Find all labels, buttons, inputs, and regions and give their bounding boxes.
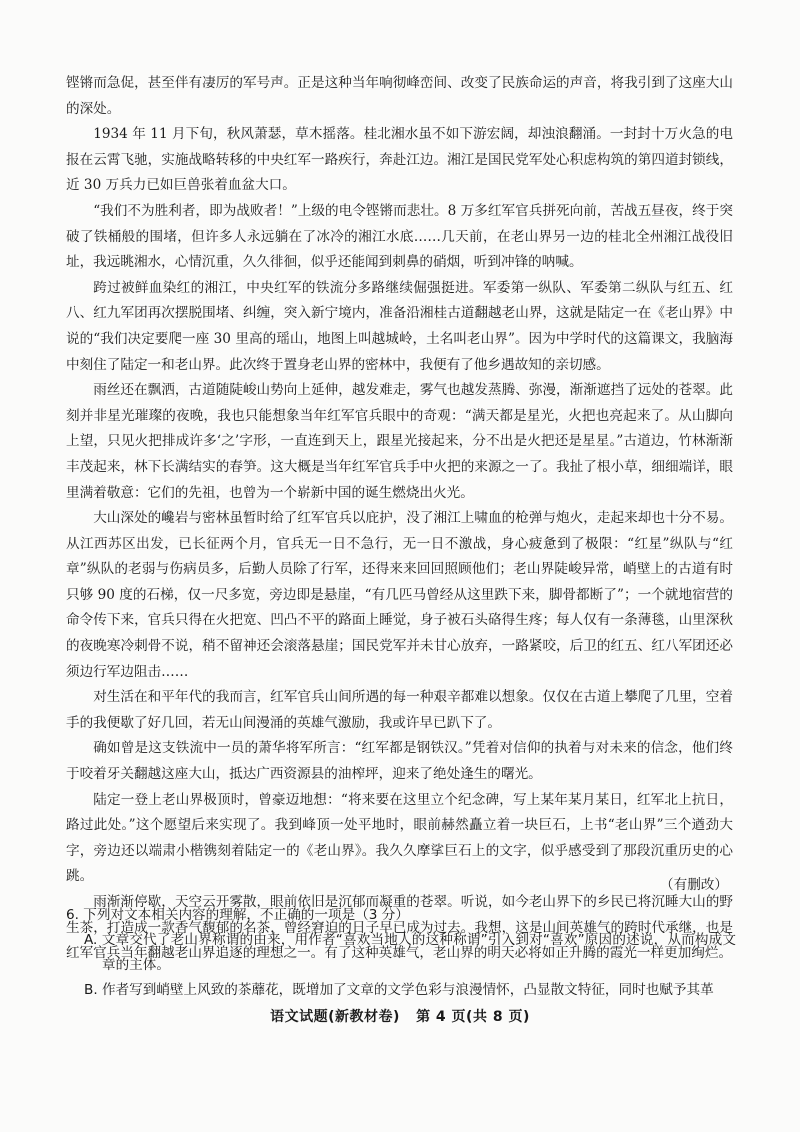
essay-paragraph: 雨渐渐停歇，天空云开雾散，眼前依旧是沉郁而凝重的苍翠。听说，如今老山界下的乡民已将沉睡大山的野生茶，打造成一款香气馥郁的名茶，曾经窘迫的日子早已成为过去。我想，这是山间英雄气的跨时代承继，也是红军官兵当年翻越老山界追逐的理想之一。有了这种英雄气，老山界的明天必将如正升腾的霞光一样更加绚烂。 <box>66 894 733 962</box>
question-option-a: A. 文章交代了老山界称谓的由来，用作者“喜欢当地人的这种称谓”引入到对“喜欢”原因的述说，从而构成文章的主体。 <box>84 932 736 973</box>
essay-paragraph: “我们不为胜利者，即为战败者！”上级的电令铿锵而悲壮。8 万多红军官兵拼死向前，苦战五昼夜，终于突破了铁桶般的围堵，但许多人永远躺在了冰冷的湘江水底……几天前，在老山界另一边的桂北全州湘江战役旧址，我远眺湘水，心情沉重，久久徘徊，似乎还能闻到刺鼻的硝烟，听到冲锋的呐喊。 <box>66 202 733 271</box>
essay-body <box>66 71 733 967</box>
exam-title: 语文试题(新教材卷) <box>270 1009 400 1025</box>
essay-paragraph: 确如曾是这支铁流中一员的萧华将军所言：“红军都是钢铁汉。”凭着对信仰的执着与对未来的信念，他们终于咬着牙关翻越这座大山，抵达广西资源县的油榨坪，迎来了绝处逢生的曙光。 <box>66 740 733 783</box>
source-note: （有删改） <box>660 877 728 893</box>
question-stem: 6. 下列对文本相关内容的理解，不正确的一项是（3 分） <box>66 907 409 923</box>
essay-paragraph: 雨丝还在飘洒，古道随陡峻山势向上延伸，越发难走，雾气也越发蒸腾、弥漫，渐渐遮挡了远处的苍翠。此刻并非星光璀璨的夜晚，我也只能想象当年红军官兵眼中的奇观：“满天都是星光，火把也亮起来了。从山脚向上望，只见火把排成许多‘之’字形，一直连到天上，跟星光接起来，分不出是火把还是星星。”古道边，竹林渐渐丰茂起来，林下长满结实的春笋。这大概是当年红军官兵手中火把的来源之一了。我扯了根小草，细细端详，眼里满着敬意：它们的先祖，也曾为一个崭新中国的诞生燃烧出火光。 <box>66 382 733 501</box>
essay-paragraph: 跨过被鲜血染红的湘江，中央红军的铁流分多路继续倔强挺进。军委第一纵队、军委第二纵队与红五、红八、红九军团再次摆脱围堵、纠缠，突入新宁境内，准备沿湘桂古道翻越老山界，这就是陆定一在《老山界》中说的“我们决定要爬一座 30 里高的瑶山，地图上叫越城岭，土名叫老山界”。因为中学时代的这篇课文，我脑海中刻住了陆定一和老山界。此次终于置身老山界的密林中，我便有了他乡遇故知的亲切感。 <box>66 279 733 373</box>
page-number: 第 4 页(共 8 页) <box>416 1009 530 1025</box>
essay-paragraph: 1934 年 11 月下旬，秋风萧瑟，草木摇落。桂北湘水虽不如下游宏阔，却浊浪翻涌。一封封十万火急的电报在云霄飞驰，实施战略转移的中央红军一路疾行，奔赴江边。湘江是国民党军处心积虑构筑的第四道封锁线，近 30 万兵力已如巨兽张着血盆大口。 <box>66 126 733 194</box>
essay-paragraph: 对生活在和平年代的我而言，红军官兵山间所遇的每一种艰辛都难以想象。仅仅在古道上攀爬了几里，空着手的我便歇了好几回，若无山间漫涌的英雄气激励，我或许早已趴下了。 <box>66 689 733 731</box>
question-6 <box>66 903 736 1003</box>
essay-paragraph: 大山深处的巉岩与密林虽暂时给了红军官兵以庇护，没了湘江上啸血的枪弹与炮火，走起来却也十分不易。从江西苏区出发，已长征两个月，官兵无一日不急行，无一日不激战，身心疲惫到了极限：“红星”纵队与“红章”纵队的老弱与伤病员多，后勤人员除了行军，还得来来回回照顾他们；老山界陡峻异常，峭壁上的古道有时只够 90 度的石梯，仅一尺多宽，旁边即是悬崖，“有几匹马曾经从这里跌下来，脚骨都断了”；一个就地宿营的命令传下来，官兵只得在火把宽、凹凸不平的路面上睡觉，身子被石头硌得生疼；每人仅有一条薄毯，山里深秋的夜晚寒冷刺骨不说，稍不留神还会滚落悬崖；国民党军并未甘心放弃，一路紧咬，后卫的红五、红八军团还必须边行军边阻击…… <box>66 510 733 680</box>
essay-paragraph: 铿锵而急促，甚至伴有凄厉的军号声。正是这种当年响彻峰峦间、改变了民族命运的声音，将我引到了这座大山的深处。 <box>66 75 733 117</box>
page-footer <box>0 1006 800 1026</box>
essay-paragraph: 陆定一登上老山界极顶时，曾豪迈地想：“将来要在这里立个纪念碑，写上某年某月某日，红军北上抗日，路过此处。”这个愿望后来实现了。我到峰顶一处平地时，眼前赫然矗立着一块巨石，上书“老山界”三个遒劲大字，旁边还以端肃小楷镌刻着陆定一的《老山界》。我久久摩挲巨石上的文字，似乎感受到了那段沉重历史的心跳。 <box>66 791 733 885</box>
question-option-b: B. 作者写到峭壁上风致的茶蘼花，既增加了文章的文学色彩与浪漫情怀，凸显散文特征，同时也赋予其革 <box>84 982 714 998</box>
